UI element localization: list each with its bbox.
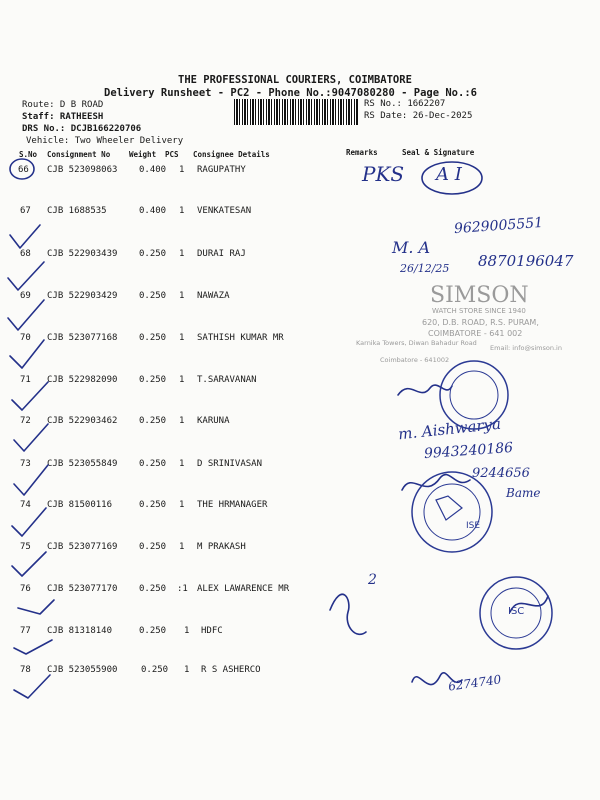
row-pcs: 1 (179, 416, 185, 426)
row-consignee: T.SARAVANAN (197, 375, 257, 385)
row-pcs: 1 (179, 291, 185, 301)
signature-68-date: 26/12/25 (400, 262, 450, 275)
row-sno: 78 (20, 665, 31, 675)
row-sno: 77 (20, 626, 31, 636)
row-consignment: CJB 523055900 (47, 665, 118, 675)
row-weight: 0.250 (139, 333, 167, 343)
simson-stamp-line3: COIMBATORE - 641 002 (428, 329, 523, 338)
row-consignee: R S ASHERCO (201, 665, 261, 675)
row-pcs: 1 (179, 206, 185, 216)
row-consignment: CJB 81500116 (47, 500, 113, 510)
row-weight: 0.250 (139, 375, 167, 385)
row-consignment: CJB 523098063 (47, 165, 118, 175)
col-weight: Weight (129, 150, 157, 159)
simson-stamp-line2: 620, D.B. ROAD, R.S. PURAM, (422, 318, 539, 327)
vehicle-label: Vehicle: Two Wheeler Delivery (26, 136, 184, 146)
row-consignee: SATHISH KUMAR MR (197, 333, 284, 343)
row-weight: 0.250 (139, 249, 167, 259)
col-sno: S.No (19, 150, 38, 159)
row-sno: 71 (20, 375, 31, 385)
col-consignment: Consignment No (47, 150, 111, 159)
hdfc-seal-center-text: ISC (508, 606, 525, 617)
row-consignee: KARUNA (197, 416, 230, 426)
row-consignment: CJB 523055849 (47, 459, 118, 469)
row-pcs: 1 (179, 249, 185, 259)
row-consignment: CJB 81318140 (47, 626, 113, 636)
simson-stamp-line1: WATCH STORE SINCE 1940 (432, 307, 526, 315)
row-consignment: CJB 522903462 (47, 416, 118, 426)
row-sno: 72 (20, 416, 31, 426)
signature-68-phone: 8870196047 (478, 252, 574, 270)
row-weight: 0.250 (139, 459, 167, 469)
route-label: Route: D B ROAD (22, 100, 104, 110)
row-pcs: 1 (179, 500, 185, 510)
row-consignment: CJB 523077170 (47, 584, 118, 594)
row-weight: 0.250 (141, 665, 169, 675)
row-weight: 0.250 (139, 584, 167, 594)
drs-label: DRS No.: DCJB166220706 (22, 124, 142, 134)
row-pcs: 1 (179, 375, 185, 385)
signature-68-name: M. A (392, 238, 431, 257)
signature-74-name: Bame (506, 486, 541, 500)
row-sno: 70 (20, 333, 31, 343)
col-consignee: Consignee Details (193, 150, 270, 159)
row-weight: 0.250 (139, 626, 167, 636)
agency-seal-stamp (412, 472, 492, 552)
signature-72-phone: 9943240186 (423, 439, 514, 463)
row-consignment: CJB 522903439 (47, 249, 118, 259)
row-weight: 0.250 (139, 500, 167, 510)
row-consignee: D SRINIVASAN (197, 459, 263, 469)
row-consignment: CJB 523077169 (47, 542, 118, 552)
row-pcs: 1 (179, 542, 185, 552)
row-sno: 74 (20, 500, 31, 510)
col-pcs: PCS (165, 150, 179, 159)
row-consignee: NAWAZA (197, 291, 230, 301)
row-consignee: DURAI RAJ (197, 249, 246, 259)
rs-number: RS No.: 1662207 (364, 99, 446, 109)
simson-stamp-line5: Coimbatore - 641002 (380, 356, 450, 364)
signature-74-phone: 9244656 (472, 466, 530, 481)
row-sno: 73 (20, 459, 31, 469)
row-consignment: CJB 522903429 (47, 291, 118, 301)
simson-stamp-title: SIMSON (430, 283, 529, 308)
signature-66-circled: A I (436, 164, 462, 185)
row-consignee: ALEX LAWARENCE MR (197, 584, 290, 594)
row-consignment: CJB 523077168 (47, 333, 118, 343)
signature-67-phone: 9629005551 (453, 214, 544, 238)
rs-date: RS Date: 26-Dec-2025 (364, 111, 473, 121)
row-consignee: M PRAKASH (197, 542, 246, 552)
signature-72-name: m. Aishwarya (397, 414, 502, 444)
row-pcs: 1 (179, 333, 185, 343)
signature-76-mark: 2 (368, 572, 377, 588)
row-sno: 68 (20, 249, 31, 259)
row-weight: 0.250 (139, 542, 167, 552)
row-weight: 0.400 (139, 206, 167, 216)
row-sno: 76 (20, 584, 31, 594)
row-pcs: :1 (177, 584, 188, 594)
row-pcs: 1 (184, 626, 190, 636)
col-seal-signature: Seal & Signature (402, 148, 475, 157)
col-remarks: Remarks (346, 148, 378, 157)
signature-78-phone: 6274740 (447, 672, 503, 694)
row-pcs: 1 (179, 459, 185, 469)
row-consignee: THE HRMANAGER (197, 500, 268, 510)
row-weight: 0.250 (139, 291, 167, 301)
row-consignee: VENKATESAN (197, 206, 252, 216)
company-title: THE PROFESSIONAL COURIERS, COIMBATORE (178, 74, 412, 86)
row-weight: 0.400 (139, 165, 167, 175)
company-seal-stamp (440, 361, 508, 429)
simson-stamp-line4: Karnika Towers, Diwan Bahadur Road (356, 339, 477, 347)
row-consignment: CJB 1688535 (47, 206, 107, 216)
signature-66-initials: PKS (362, 162, 405, 186)
row-consignee: HDFC (201, 626, 223, 636)
staff-label: Staff: RATHEESH (22, 112, 104, 122)
row-sno: 75 (20, 542, 31, 552)
agency-seal-center-text: ISE (466, 521, 481, 531)
row-pcs: 1 (184, 665, 190, 675)
row-sno: 69 (20, 291, 31, 301)
row-weight: 0.250 (139, 416, 167, 426)
row-pcs: 1 (179, 165, 185, 175)
row-consignment: CJB 522982090 (47, 375, 118, 385)
runsheet-subtitle: Delivery Runsheet - PC2 - Phone No.:9047080280 - Page No.:6 (104, 87, 477, 99)
row-consignee: RAGUPATHY (197, 165, 246, 175)
row-sno: 67 (20, 206, 31, 216)
simson-stamp-line6: Email: info@simson.in (490, 344, 562, 352)
row-sno: 66 (18, 165, 29, 175)
